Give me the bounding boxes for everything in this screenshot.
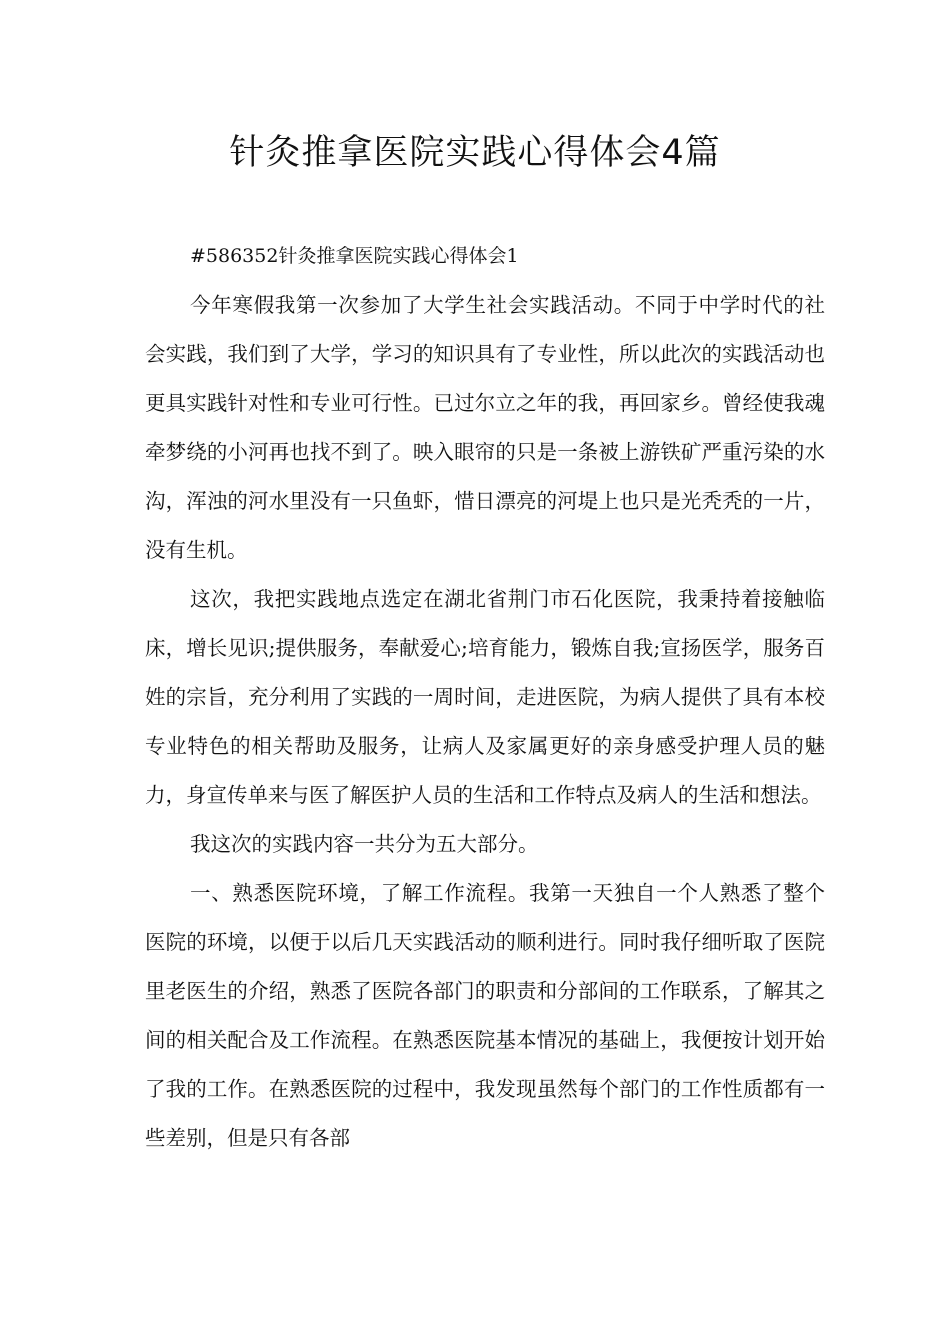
paragraph-1: 今年寒假我第一次参加了大学生社会实践活动。不同于中学时代的社会实践，我们到了大学，学习的知识具有了专业性，所以此次的实践活动也更具实践针对性和专业可行性。已过尔立之年的我，再回家乡。曾经使我魂牵梦绕的小河再也找不到了。映入眼帘的只是一条被上游铁矿严重污染的水沟，浑浊的河水里没有一只鱼虾，惜日漂亮的河堤上也只是光秃秃的一片，没有生机。	[145, 293, 825, 562]
document-body	[145, 232, 825, 1163]
paragraph-2: 这次，我把实践地点选定在湖北省荆门市石化医院，我秉持着接触临床，增长见识;提供服务，奉献爱心;培育能力，锻炼自我;宣扬医学，服务百姓的宗旨，充分利用了实践的一周时间，走进医院，为病人提供了具有本校专业特色的相关帮助及服务，让病人及家属更好的亲身感受护理人员的魅力，身宣传单来与医了解医护人员的生活和工作特点及病人的生活和想法。	[145, 587, 825, 807]
section-heading: #586352针灸推拿医院实践心得体会1	[190, 245, 519, 267]
paragraph-4: 一、熟悉医院环境，了解工作流程。我第一天独自一个人熟悉了整个医院的环境，以便于以后几天实践活动的顺利进行。同时我仔细听取了医院里老医生的介绍，熟悉了医院各部门的职责和分部间的工作联系，了解其之间的相关配合及工作流程。在熟悉医院基本情况的基础上，我便按计划开始了我的工作。在熟悉医院的过程中，我发现虽然每个部门的工作性质都有一些差别，但是只有各部	[145, 881, 825, 1150]
document-title: 针灸推拿医院实践心得体会4篇	[229, 133, 721, 173]
paragraph-3: 我这次的实践内容一共分为五大部分。	[190, 832, 539, 856]
